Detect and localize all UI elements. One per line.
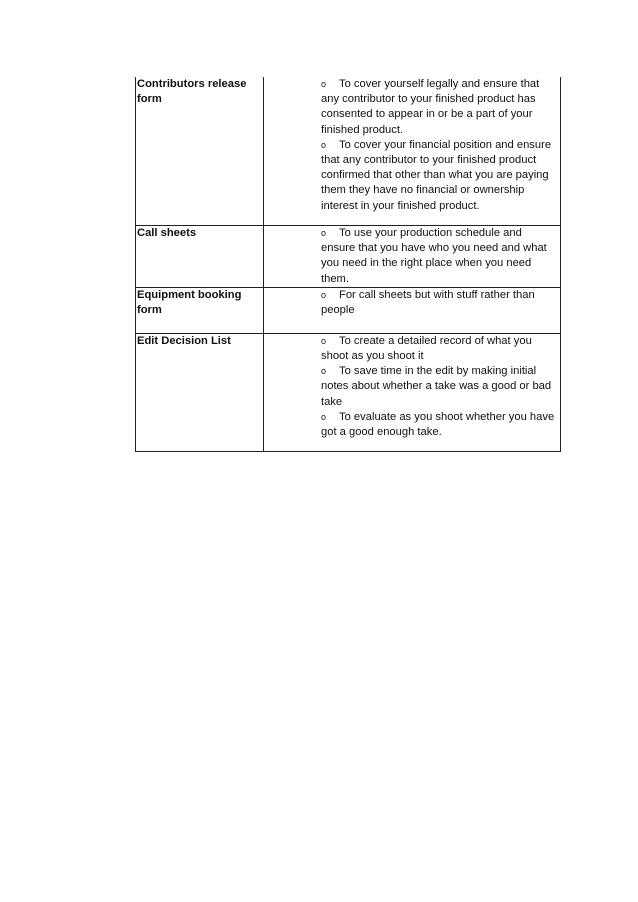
term-cell — [136, 287, 264, 333]
bullet-icon: o — [321, 335, 327, 346]
document-table — [135, 77, 561, 452]
bullet-icon: o — [321, 289, 327, 300]
list-item-text: To evaluate as you shoot whether you have got a good enough take. — [321, 410, 555, 439]
description-list — [264, 334, 560, 440]
list-item-text: For call sheets but with stuff rather than people — [321, 288, 535, 317]
description-cell — [264, 77, 561, 226]
list-item — [321, 288, 558, 318]
bullet-icon: o — [321, 139, 327, 150]
list-item-text: To cover your financial position and ensure that any contributor to your finished product confirmed that other than what you are paying them they have no financial or ownership interest in your finished product. — [321, 138, 552, 212]
list-item-text: To save time in the edit by making initial notes about whether a take was a good or bad take — [321, 365, 552, 408]
term-label: Edit Decision List — [137, 334, 231, 347]
description-list — [264, 288, 560, 318]
list-item — [321, 410, 558, 440]
bullet-icon: o — [321, 228, 327, 238]
list-item-text: To create a detailed record of what you shoot as you shoot it — [321, 334, 532, 363]
table-row — [136, 77, 561, 226]
table-row — [136, 333, 561, 451]
description-cell — [264, 333, 561, 451]
term-label: Call sheets — [137, 227, 197, 239]
bullet-icon: o — [321, 79, 327, 89]
term-cell — [136, 333, 264, 451]
description-list — [264, 77, 560, 214]
list-item — [321, 138, 558, 214]
list-item-text: To use your production schedule and ensure that you have who you need and what you need in the right place when you need them. — [321, 227, 547, 285]
list-item-text: To cover yourself legally and ensure that any contributor to your finished product has consented to appear in or be a part of your finished product. — [321, 78, 540, 136]
list-item — [321, 226, 558, 287]
list-item — [321, 77, 558, 138]
term-cell — [136, 77, 264, 226]
bullet-icon: o — [321, 366, 327, 377]
description-cell — [264, 226, 561, 288]
description-list — [264, 226, 560, 287]
table-row — [136, 287, 561, 333]
term-label: Contributors release form — [137, 78, 247, 106]
table-row — [136, 226, 561, 288]
list-item — [321, 334, 558, 364]
term-label: Equipment booking form — [137, 288, 242, 317]
bullet-icon: o — [321, 411, 327, 422]
term-cell — [136, 226, 264, 288]
list-item — [321, 364, 558, 410]
description-cell — [264, 287, 561, 333]
